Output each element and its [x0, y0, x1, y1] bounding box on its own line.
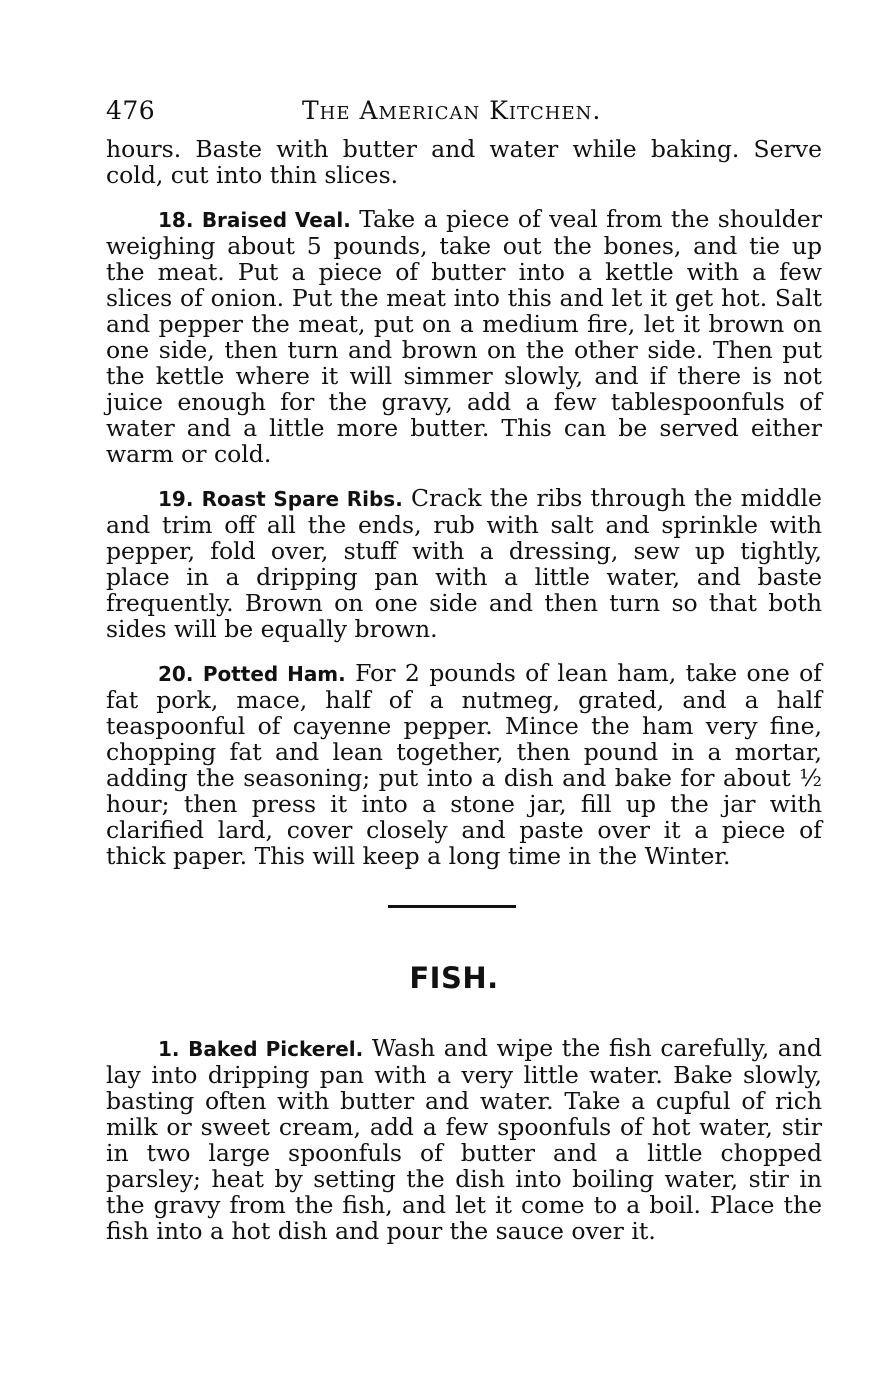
continued-paragraph: hours. Baste with butter and water while baking. Serve cold, cut into thin slices.: [106, 135, 822, 189]
recipe-title: Potted Ham.: [202, 662, 346, 686]
recipe-roast-spare-ribs: [106, 485, 822, 642]
page-number: 476: [106, 96, 156, 125]
recipe-number: 18.: [158, 208, 194, 232]
recipe-text: Take a piece of veal from the shoulder weighing about 5 pounds, take out the bones, and tie up the meat. Put a piece of butter into a kettle with a few slices of onion. Put the meat into this and let it get hot. Salt and pepper the meat, put on a medium fire, let it brown on one side, then turn and brown on the other side. Then put the kettle where it will simmer slowly, and if there is not juice enough for the gravy, add a few tablespoonfuls of water and a little more butter. This can be served either warm or cold.: [106, 205, 822, 468]
recipe-text: Wash and wipe the fish carefully, and lay into dripping pan with a very little water. Bake slowly, basting often with butter and water. Take a cupful of rich milk or sweet cream, add a few spoonfuls of hot water, stir in two large spoonfuls of butter and a little chopped parsley; heat by setting the dish into boiling water, stir in the gravy from the fish, and let it come to a boil. Place the fish into a hot dish and pour the sauce over it.: [106, 1034, 822, 1245]
section-heading: FISH.: [409, 961, 499, 995]
running-head: [106, 96, 822, 136]
recipe-baked-pickerel: [106, 1035, 822, 1244]
recipe-number: 19.: [158, 487, 194, 511]
recipe-potted-ham: [106, 660, 822, 869]
section-divider: [388, 905, 516, 908]
recipe-number: 20.: [158, 662, 194, 686]
recipe-title: Baked Pickerel.: [188, 1037, 364, 1061]
recipe-number: 1.: [158, 1037, 180, 1061]
recipe-text: Crack the ribs through the middle and trim off all the ends, rub with salt and sprinkle with pepper, fold over, stuff with a dressing, sew up tightly, place in a dripping pan with a little water, and baste frequently. Brown on one side and then turn so that both sides will be equally brown.: [106, 484, 822, 643]
book-title: The American Kitchen.: [302, 96, 602, 125]
recipe-title: Roast Spare Ribs.: [201, 487, 403, 511]
recipe-title: Braised Veal.: [201, 208, 351, 232]
recipe-text: For 2 pounds of lean ham, take one of fat pork, mace, half of a nutmeg, grated, and a half teaspoonful of cayenne pepper. Mince the ham very fine, chopping fat and lean together, then pound in a mortar, adding the seasoning; put into a dish and bake for about ½ hour; then press it into a stone jar, fill up the jar with clarified lard, cover closely and paste over it a piece of thick paper. This will keep a long time in the Winter.: [106, 659, 822, 870]
recipe-braised-veal: [106, 206, 822, 467]
book-page: [106, 96, 822, 1244]
